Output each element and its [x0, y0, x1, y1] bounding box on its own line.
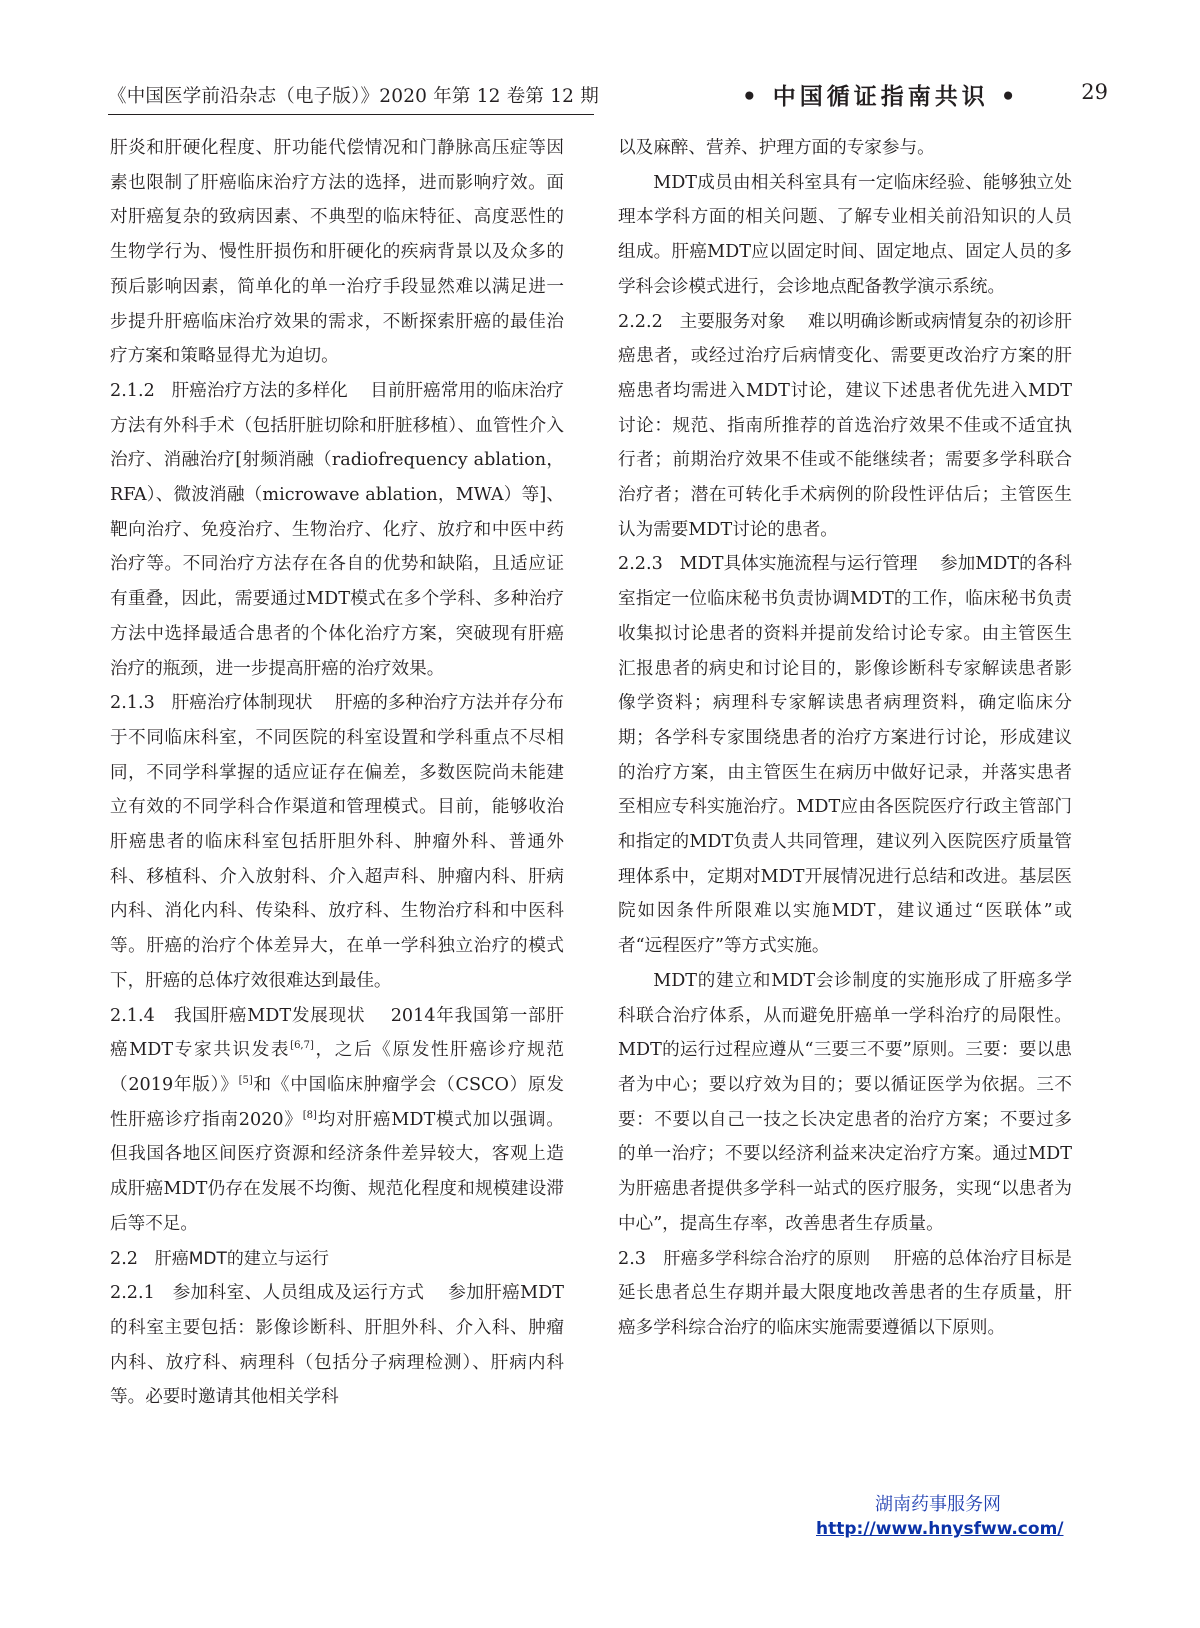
section-text: 目前肝癌常用的临床治疗方法有外科手术（包括肝脏切除和肝脏移植）、血管性介入治疗、消融治疗[射频消融（radiofrequency ablation，RFA）、微波消融（microwave ablation，MWA）等]、靶向治疗、免疫治疗、生物治疗、化疗、放疗和中医中药治疗等。不同治疗方法存在各自的优势和缺陷，且适应证有重叠，因此，需要通过MDT模式在多个学科、多种治疗方法中选择最适合患者的个体化治疗方案，突破现有肝癌治疗的瓶颈，进一步提高肝癌的治疗效果。: [110, 380, 564, 679]
section-heading: 我国肝癌MDT发展现状: [173, 1005, 366, 1026]
paragraph: 以及麻醉、营养、护理方面的专家参与。: [618, 138, 935, 158]
section-heading: 肝癌治疗方法的多样化: [171, 380, 348, 401]
section-text: 2014年我国第一部肝癌MDT专家共识发表: [110, 1005, 564, 1061]
section-2-1-4: [110, 999, 564, 1242]
section-number: 2.1.2: [110, 380, 155, 401]
section-2-3: [618, 1242, 1072, 1346]
watermark-url-link[interactable]: http://www.hnysfww.com/: [816, 1519, 1064, 1539]
section-text: 肝癌的总体治疗目标是延长患者总生存期并最大限度地改善患者的生存质量，肝癌多学科综合治疗的临床实施需要遵循以下原则。: [618, 1248, 1073, 1338]
page-number: 29: [1081, 80, 1108, 104]
section-2-2-1: [110, 1276, 564, 1415]
section-2-2-2: [618, 305, 1072, 548]
paragraph: 肝炎和肝硬化程度、肝功能代偿情况和门静脉高压症等因素也限制了肝癌临床治疗方法的选择，进而影响疗效。面对肝癌复杂的致病因素、不典型的临床特征、高度恶性的生物学行为、慢性肝损伤和肝硬化的疾病背景以及众多的预后影响因素，简单化的单一治疗手段显然难以满足进一步提升肝癌临床治疗效果的需求，不断探索肝癌的最佳治疗方案和策略显得尤为迫切。: [110, 138, 564, 367]
site-watermark: [816, 1493, 1064, 1541]
section-heading: 肝癌MDT的建立与运行: [154, 1248, 329, 1269]
section-2-2: [110, 1242, 564, 1277]
section-number: 2.1.3: [110, 693, 155, 714]
section-text: 参加肝癌MDT的科室主要包括：影像诊断科、肝胆外科、介入科、肿瘤内科、放疗科、病理科（包括分子病理检测）、肝病内科等。必要时邀请其他相关学科: [110, 1283, 564, 1408]
section-text: ，之后《原发性肝癌诊疗规范（2019年版）》: [110, 1040, 564, 1095]
section-heading: 肝癌多学科综合治疗的原则: [663, 1248, 871, 1269]
paragraph: MDT的建立和MDT会诊制度的实施形成了肝癌多学科联合治疗体系，从而避免肝癌单一学科治疗的局限性。MDT的运行过程应遵从“三要三不要”原则。三要：要以患者为中心；要以疗效为目的；要以循证医学为依据。三不要：不要以自己一技之长决定患者的治疗方案；不要过多的单一治疗；不要以经济利益来决定治疗方案。通过MDT为肝癌患者提供多学科一站式的医疗服务，实现“以患者为中心”，提高生存率，改善患者生存质量。: [618, 970, 1072, 1234]
section-number: 2.2.3: [618, 554, 663, 575]
section-number: 2.2: [110, 1248, 138, 1269]
section-2-2-3: [618, 547, 1072, 963]
section-text: 参加MDT的各科室指定一位临床秘书负责协调MDT的工作，临床秘书负责收集拟讨论患者的资料并提前发给讨论专家。由主管医生汇报患者的病史和讨论目的，影像诊断科专家解读患者影像学资料；病理科专家解读患者病理资料，确定临床分期；各学科专家围绕患者的治疗方案进行讨论，形成建议的治疗方案，由主管医生在病历中做好记录，并落实患者至相应专科实施治疗。MDT应由各医院医疗行政主管部门和指定的MDT负责人共同管理，建议列入医院医疗质量管理体系中，定期对MDT开展情况进行总结和改进。基层医院如因条件所限难以实施MDT，建议通过“医联体”或者“远程医疗”等方式实施。: [618, 554, 1073, 957]
section-number: 2.2.1: [110, 1283, 155, 1304]
left-column: [110, 131, 564, 1415]
section-number: 2.2.2: [618, 311, 663, 332]
running-header: [108, 76, 1108, 116]
citation-ref: [6,7]: [290, 1040, 314, 1052]
citation-ref: [5]: [238, 1075, 253, 1087]
section-number: 2.3: [618, 1248, 646, 1269]
section-number: 2.1.4: [110, 1005, 155, 1026]
section-text: 和《中国临床肿瘤学会（CSCO）原发性肝癌诊疗指南2020》: [110, 1074, 564, 1130]
section-heading: 主要服务对象: [679, 311, 786, 332]
section-2-1-2: [110, 374, 564, 686]
section-heading: MDT具体实施流程与运行管理: [679, 554, 918, 575]
column-title: • 中国循证指南共识 •: [742, 84, 1020, 110]
section-2-1-3: [110, 686, 564, 998]
section-text: 难以明确诊断或病情复杂的初诊肝癌患者，或经过治疗后病情变化、需要更改治疗方案的肝癌患者均需进入MDT讨论，建议下述患者优先进入MDT讨论：规范、指南所推荐的首选治疗效果不佳或不适宜执行者；前期治疗效果不佳或不能继续者；需要多学科联合治疗者；潜在可转化手术病例的阶段性评估后；主管医生认为需要MDT讨论的患者。: [618, 311, 1072, 540]
section-heading: 肝癌治疗体制现状: [171, 693, 313, 714]
paragraph: MDT成员由相关科室具有一定临床经验、能够独立处理本学科方面的相关问题、了解专业相关前沿知识的人员组成。肝癌MDT应以固定时间、固定地点、固定人员的多学科会诊模式进行，会诊地点配备教学演示系统。: [618, 172, 1072, 297]
journal-citation: 《中国医学前沿杂志（电子版）》2020 年第 12 卷第 12 期: [108, 82, 594, 115]
section-text: 肝癌的多种治疗方法并存分布于不同临床科室，不同医院的科室设置和学科重点不尽相同，不同学科掌握的适应证存在偏差，多数医院尚未能建立有效的不同学科合作渠道和管理模式。目前，能够收治肝癌患者的临床科室包括肝胆外科、肿瘤外科、普通外科、移植科、介入放射科、介入超声科、肿瘤内科、肝病内科、消化内科、传染科、放疗科、生物治疗科和中医科等。肝癌的治疗个体差异大，在单一学科独立治疗的模式下，肝癌的总体疗效很难达到最佳。: [110, 693, 564, 991]
section-text: 均对肝癌MDT模式加以强调。但我国各地区间医疗资源和经济条件差异较大，客观上造成肝癌MDT仍存在发展不均衡、规范化程度和规模建设滞后等不足。: [110, 1109, 565, 1234]
right-column: [618, 131, 1072, 1346]
watermark-site-name: 湖南药事服务网: [875, 1494, 1001, 1515]
section-heading: 参加科室、人员组成及运行方式: [172, 1283, 425, 1304]
citation-ref: [8]: [302, 1109, 317, 1121]
